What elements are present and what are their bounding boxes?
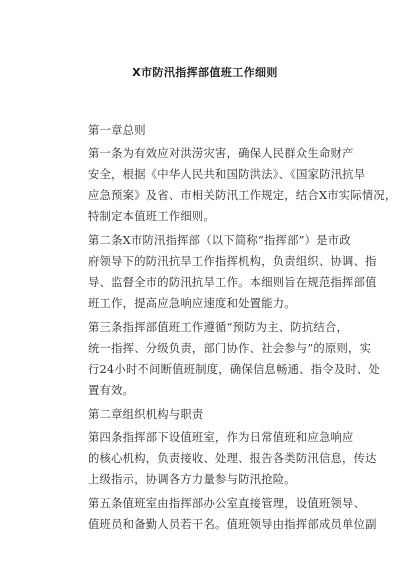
article-1: [88, 143, 397, 227]
article-2-line: 第二条X市防汛指挥部（以下简称“指挥部”）是市政: [88, 234, 351, 247]
article-1-line: 特制定本值班工作细则。: [88, 210, 216, 223]
article-1-line: 应急预案》及省、市相关防汛工作规定，结合X市实际情况，: [88, 189, 397, 202]
article-4-line: 上级指示，协调各方力量参与防汛抢险。: [88, 473, 296, 486]
article-3: [88, 317, 381, 401]
article-2-line: 导、监督全市的防汛抗旱工作。本细则旨在规范指挥部值: [88, 276, 377, 289]
article-1-line: 安全，根据《中华人民共和国防洪法》、《国家防汛抗旱: [88, 168, 366, 181]
article-5-line: 第五条值班室由指挥部办公室直接管理，设值班领导、: [88, 497, 366, 510]
article-3-line: 置有效。: [88, 384, 135, 397]
document-title: X市防汛指挥部值班工作细则: [132, 66, 278, 79]
chapter-1-heading: 第一章总则: [88, 124, 146, 137]
article-2: [88, 230, 377, 314]
article-3-line: 行24小时不间断值班制度，确保信息畅通、指令及时、处: [88, 363, 381, 376]
chapter-2-heading: 第二章组织机构与职责: [88, 408, 204, 421]
article-3-line: 统一指挥、分级负责，部门协作、社会参与”的原则，实: [88, 342, 372, 355]
document-body: [88, 120, 397, 535]
article-1-line: 第一条为有效应对洪涝灾害，确保人民群众生命财产: [88, 147, 354, 160]
article-5: [88, 493, 377, 535]
article-5-line: 值班员和备勤人员若干名。值班领导由指挥部成员单位副: [88, 518, 377, 531]
article-3-line: 第三条指挥部值班工作遵循“预防为主、防抗结合，: [88, 321, 349, 334]
article-4-line: 第四条指挥部下设值班室，作为日常值班和应急响应: [88, 431, 354, 444]
article-4-line: 的核心机构，负责接收、处理、报告各类防汛信息，传达: [88, 452, 377, 465]
article-4: [88, 427, 377, 490]
article-2-line: 班工作，提高应急响应速度和处置能力。: [88, 297, 296, 310]
article-2-line: 府领导下的防汛抗旱工作指挥机构，负责组织、协调、指: [88, 255, 377, 268]
